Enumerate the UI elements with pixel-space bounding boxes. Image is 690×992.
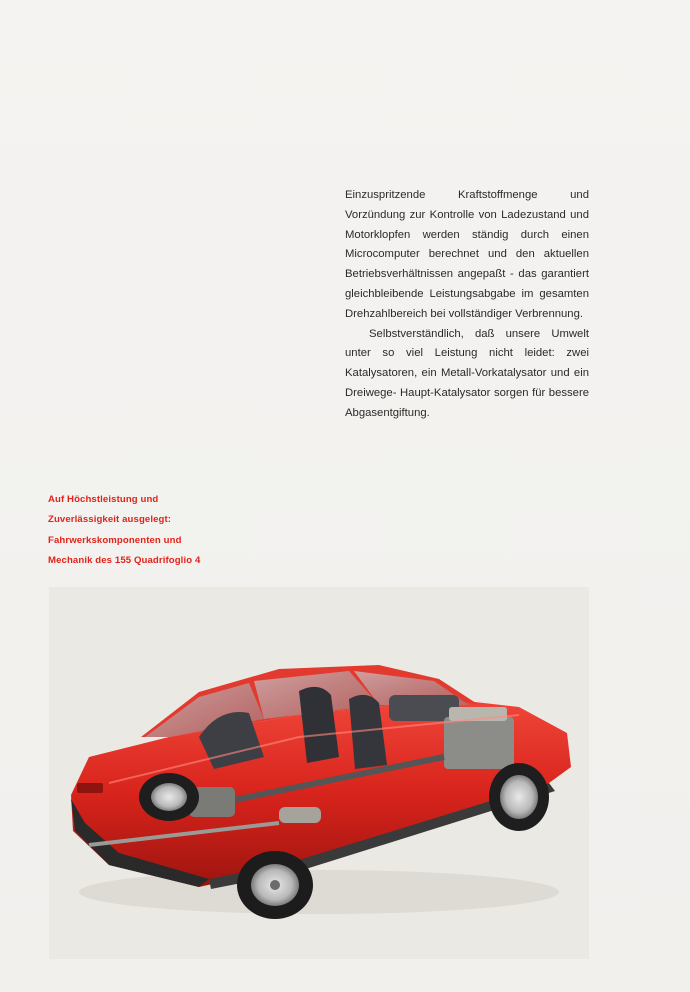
paragraph-catalysts: Selbstverständlich, daß unsere Umwelt unter so viel Leistung nicht leidet: zwei Katalysatoren, ein Metall-Vorkatalysator und ein Dreiwege- Haupt-Katalysator sorgen für bessere Abgasentgiftung.: [345, 327, 589, 419]
rear-light: [77, 783, 103, 793]
caption-line: Auf Höchstleistung und: [48, 494, 159, 505]
catalyst: [279, 807, 321, 823]
caption-line: Mechanik des 155 Quadrifoglio 4: [48, 555, 201, 567]
rear-wheel-bottom: [237, 851, 313, 919]
paragraph-engine-management: Einzuspritzende Kraftstoffmenge und Vorzündung zur Kontrolle von Ladezustand und Motorklopfen werden ständig durch einen Microcomputer berechnet und den aktuellen Betriebsverhältnissen angepaßt - das garantiert gleichbleibende Leistungsabgabe im gesamten Drehzahlbereich bei vollständiger Verbrennung.: [345, 189, 589, 320]
front-wheel-right: [489, 763, 549, 831]
engine-block: [444, 717, 514, 769]
ground-shadow: [79, 870, 559, 914]
caption-line: Fahrwerkskomponenten und: [48, 534, 182, 546]
illustration-caption: [48, 490, 248, 572]
car-drawing: [49, 587, 589, 959]
caption-line: Zuverlässigkeit ausgelegt:: [48, 514, 172, 526]
rear-wheel-top: [139, 773, 199, 821]
cutaway-car-illustration: [49, 587, 589, 959]
body-text: [345, 186, 589, 424]
